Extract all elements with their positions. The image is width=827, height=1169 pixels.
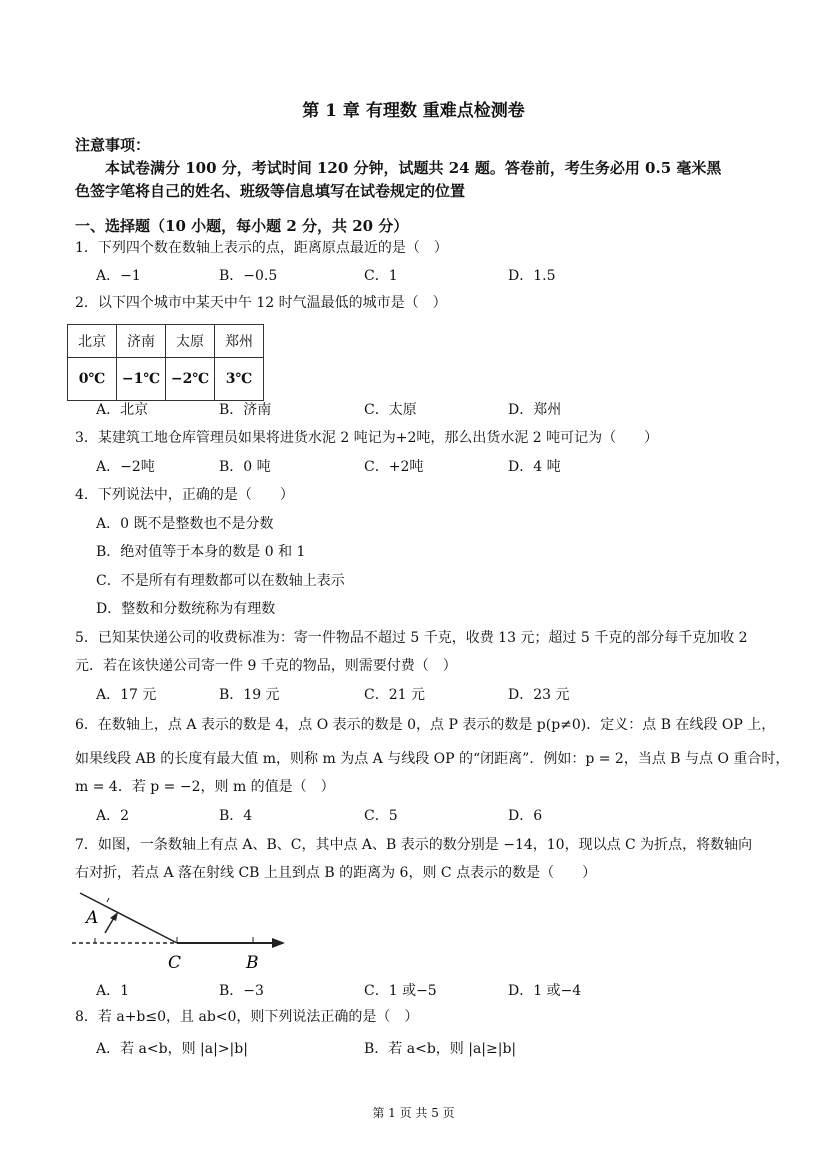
option: B．济南 [219, 402, 272, 418]
table-cell: −2℃ [166, 358, 215, 401]
option: D．6 [508, 808, 543, 824]
point-a-label: A [86, 908, 99, 928]
temperature-table [67, 324, 264, 401]
option: C．5 [364, 808, 398, 824]
option: C．太原 [364, 402, 417, 418]
page-footer: 第 1 页 共 5 页 [372, 1106, 455, 1120]
question-2: 2．以下四个城市中某天中午 12 时气温最低的城市是（ ） [75, 295, 447, 311]
option: D．郑州 [508, 402, 562, 418]
table-cell: 3℃ [215, 358, 264, 401]
option: B．−3 [219, 983, 264, 999]
page-title: 第 1 章 有理数 重难点检测卷 [302, 101, 525, 121]
notice-line: 色签字笔将自己的姓名、班级等信息填写在试卷规定的位置 [75, 182, 466, 200]
question-8: 8．若 a+b≤0，且 ab<0，则下列说法正确的是（ ） [75, 1009, 419, 1025]
option: A．北京 [96, 402, 149, 418]
option: A．若 a<b，则 |a|>|b| [96, 1041, 248, 1057]
option: B．0 吨 [219, 459, 271, 475]
option: C．21 元 [364, 687, 425, 703]
option: D．1 或−4 [508, 983, 582, 999]
notice-heading: 注意事项： [75, 136, 151, 154]
option: B．19 元 [219, 687, 280, 703]
question-6-cont: m = 4．若 p = −2，则 m 的值是（ ） [75, 779, 335, 795]
option: A．1 [96, 983, 130, 999]
question-6: 6．在数轴上，点 A 表示的数是 4，点 O 表示的数是 0，点 P 表示的数是 p(p≠0)．定义：点 B 在线段 OP 上， [75, 717, 776, 733]
option: A．17 元 [96, 687, 157, 703]
option: C．+2吨 [364, 459, 424, 475]
table-cell: 0℃ [68, 358, 117, 401]
option: A．−1 [96, 268, 141, 284]
point-b-label: B [246, 953, 259, 973]
option: A．0 既不是整数也不是分数 [96, 516, 274, 532]
question-5: 5．已知某快递公司的收费标准为：寄一件物品不超过 5 千克，收费 13 元；超过 5 千克的部分每千克加收 2 [75, 630, 748, 646]
option: D．1.5 [508, 268, 556, 284]
question-1: 1．下列四个数在数轴上表示的点，距离原点最近的是（ ） [75, 240, 448, 256]
table-header: 济南 [117, 325, 166, 358]
table-header: 郑州 [215, 325, 264, 358]
notice-line: 本试卷满分 100 分，考试时间 120 分钟，试题共 24 题。答卷前，考生务必用 0.5 毫米黑 [105, 159, 722, 177]
option: A．−2吨 [96, 459, 155, 475]
option: B．4 [219, 808, 253, 824]
question-7: 7．如图，一条数轴上有点 A、B、C，其中点 A、B 表示的数分别是 −14，10，现以点 C 为折点，将数轴向 [75, 837, 753, 853]
number-line-figure [60, 880, 300, 975]
option: C．1 或−5 [364, 983, 437, 999]
table-cell: −1℃ [117, 358, 166, 401]
option: C．不是所有有理数都可以在数轴上表示 [96, 573, 345, 589]
option: D．23 元 [508, 687, 570, 703]
option: B．−0.5 [219, 268, 278, 284]
option: D．整数和分数统称为有理数 [96, 601, 276, 617]
question-4: 4．下列说法中，正确的是（ ） [75, 487, 294, 503]
question-7-cont: 右对折，若点 A 落在射线 CB 上且到点 B 的距离为 6，则 C 点表示的数是（ ） [75, 865, 597, 881]
question-5-cont: 元．若在该快递公司寄一件 9 千克的物品，则需要付费（ ） [75, 658, 457, 674]
question-3: 3．某建筑工地仓库管理员如果将进货水泥 2 吨记为+2吨，那么出货水泥 2 吨可记为（ ） [75, 430, 659, 446]
point-c-label: C [168, 953, 182, 973]
option: C．1 [364, 268, 398, 284]
table-header: 太原 [166, 325, 215, 358]
section-heading: 一、选择题（10 小题，每小题 2 分，共 20 分） [75, 217, 409, 235]
option: B．绝对值等于本身的数是 0 和 1 [96, 544, 306, 560]
option: D．4 吨 [508, 459, 561, 475]
option: A．2 [96, 808, 130, 824]
question-6-cont: 如果线段 AB 的长度有最大值 m，则称 m 为点 A 与线段 OP 的“闭距离”．例如：p = 2，当点 B 与点 O 重合时， [75, 751, 790, 767]
table-header: 北京 [68, 325, 117, 358]
option: B．若 a<b，则 |a|≥|b| [364, 1041, 517, 1057]
